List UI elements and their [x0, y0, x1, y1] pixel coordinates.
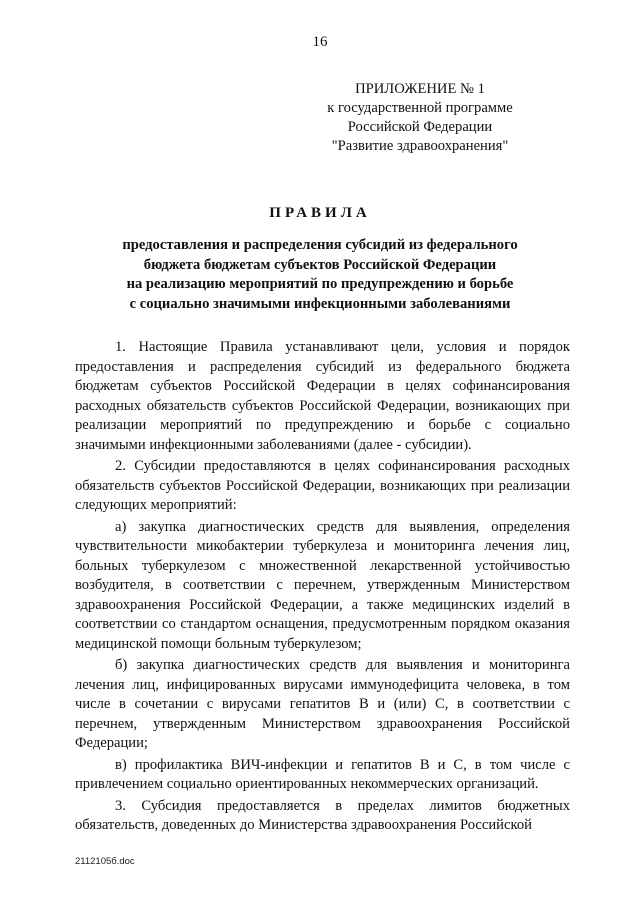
document-subtitle [70, 236, 570, 314]
subtitle-line: предоставления и распределения субсидий из федерального [122, 237, 518, 253]
appendix-line: Российской Федерации [347, 119, 493, 135]
paragraph: в) профилактика ВИЧ-инфекции и гепатитов В и С, в том числе с привлечением социально ориентированных некоммерческих организаций. [75, 756, 570, 792]
paragraph: 3. Субсидия предоставляется в пределах лимитов бюджетных обязательств, доведенных до Министерства здравоохранения Российской [75, 797, 570, 833]
paragraph: а) закупка диагностических средств для выявления, определения чувствительности микобактерии туберкулеза и мониторинга лечения лиц, больных туберкулезом с множественной лекарственной устойчивостью возбудителя, в соответствии с перечнем, утвержденным Министерством здравоохранения Российской Федерации, а также медицинских изделий в соответствии со стандартом оснащения, предусмотренным порядком оказания медицинской помощи больным туберкулезом; [75, 518, 570, 652]
subtitle-line: бюджета бюджетам субъектов Российской Федерации [143, 256, 497, 273]
paragraph: 1. Настоящие Правила устанавливают цели, условия и порядок предоставления и распределения субсидий из федерального бюджета бюджетам субъектов Российской Федерации в целях софинансирования расходных обязательств субъектов Российской Федерации, возникающих при реализации мероприятий по предупреждению и борьбе с социально значимыми инфекционными заболеваниями (далее - субсидии). [75, 339, 570, 453]
paragraph: 2. Субсидии предоставляются в целях софинансирования расходных обязательств субъектов Российской Федерации, возникающих при реализации следующих мероприятий: [75, 458, 570, 513]
appendix-line: к государственной программе [327, 100, 513, 116]
paragraph: б) закупка диагностических средств для выявления и мониторинга лечения лиц, инфицированных вирусами иммунодефицита человека, в том числе в сочетании с вирусами гепатитов В и (или) С, в соответствии с перечнем, утвержденным Министерством здравоохранения Российской Федерации; [75, 657, 570, 751]
page-number: 16 [312, 34, 328, 50]
appendix-line: ПРИЛОЖЕНИЕ № 1 [355, 81, 485, 97]
appendix-line: "Развитие здравоохранения" [331, 138, 509, 154]
appendix-block [300, 80, 540, 156]
file-name-footer: 2112105б.doc [75, 856, 135, 867]
subtitle-line: на реализацию мероприятий по предупреждению и борьбе [126, 276, 514, 292]
subtitle-line: с социально значимыми инфекционными заболеваниями [129, 295, 511, 312]
document-title: ПРАВИЛА [269, 205, 371, 221]
document-body [75, 338, 570, 838]
